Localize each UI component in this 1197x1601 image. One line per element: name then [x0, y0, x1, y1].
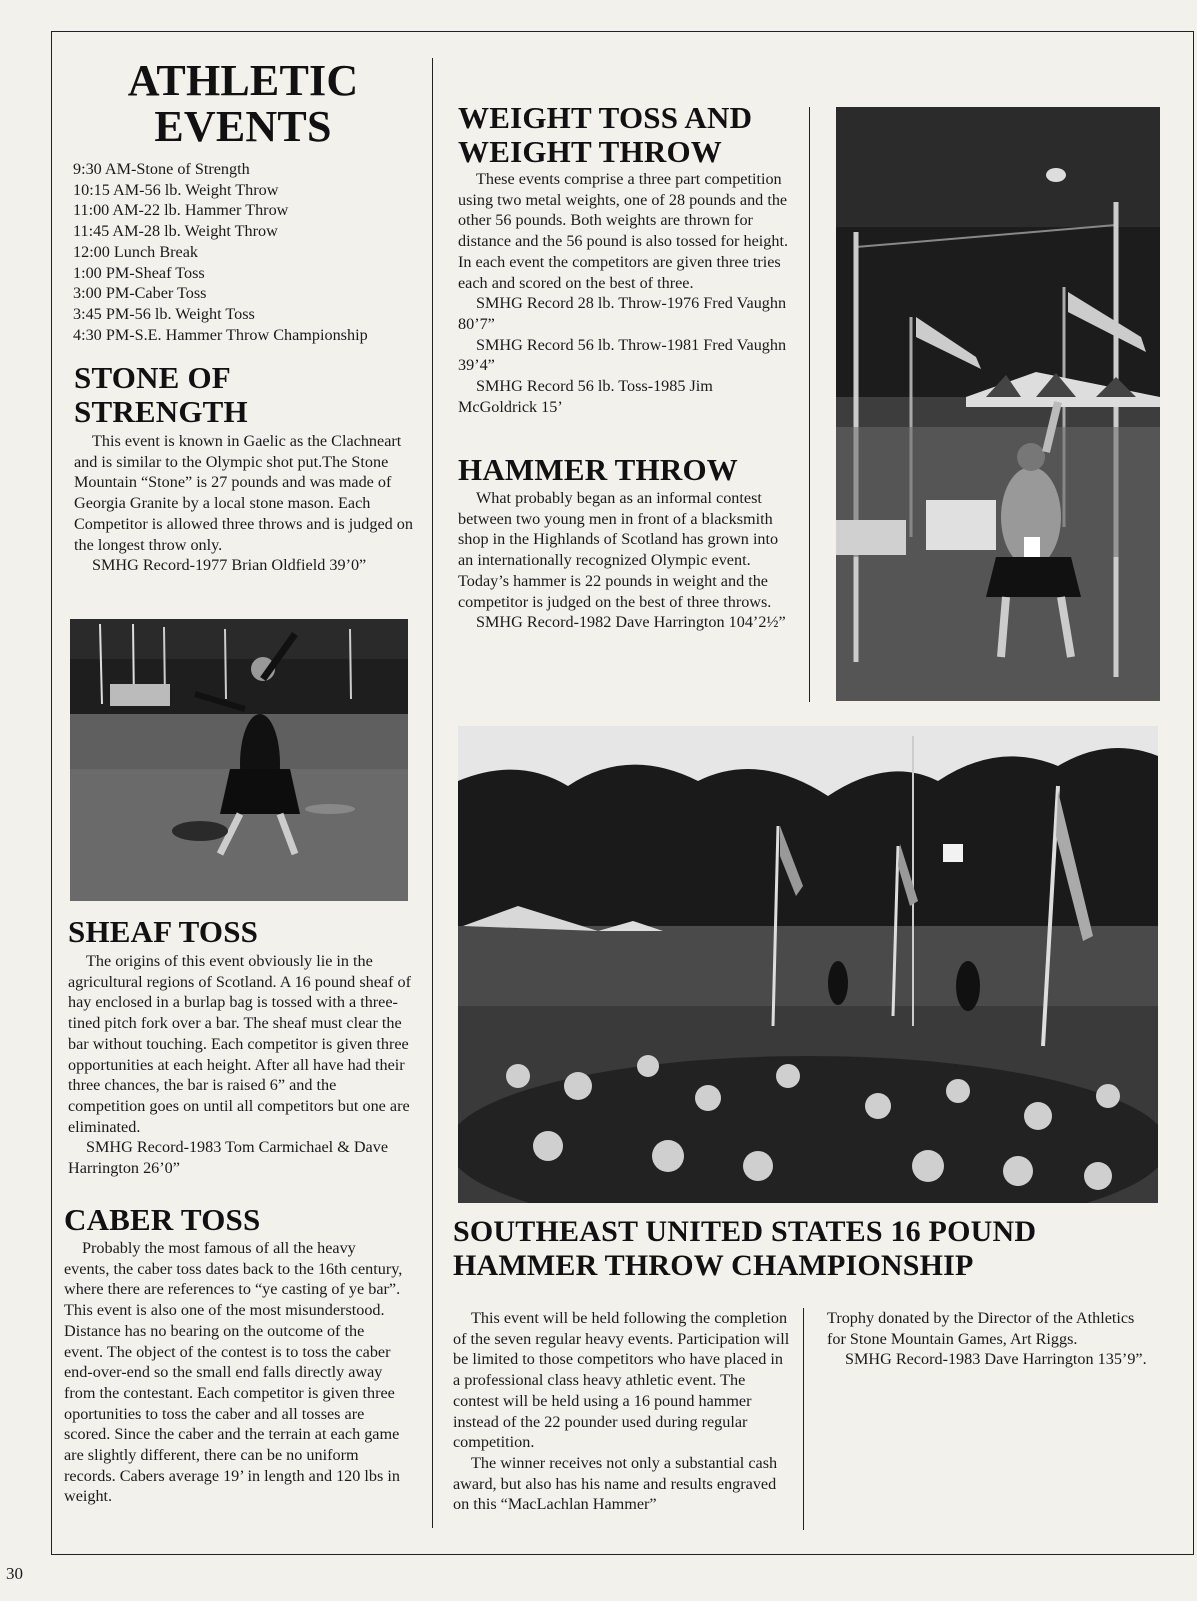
hammer-body: What probably began as an informal contest between two young men in front of a blacksmith shop in the Highlands of Scotland has grown into an internationally recognized Olympic event. Today’s hammer is 22 pounds in weight and the competitor is judged on the best of three throws.	[458, 489, 779, 611]
trophy-note: Trophy donated by the Director of the Athletics for Stone Mountain Games, Art Riggs.	[827, 1309, 1135, 1348]
stone-title	[74, 361, 414, 429]
hammer-thrower-photo	[70, 619, 408, 901]
weight-record: SMHG Record 28 lb. Throw-1976 Fred Vaughn 80’7”	[458, 294, 787, 333]
schedule-item: 10:15 AM-56 lb. Weight Throw	[73, 180, 279, 199]
page-number: 30	[6, 1564, 23, 1583]
caber-body: Probably the most famous of all the heavy events, the caber toss dates back to the 16th century, where there are references to “ye casting of ye bar”. This event is also one of the most misunderstood. Distance has no bearing on the outcome of the event. The object of the contest is to toss the caber end-over-end so the small end falls directly away from the contestant. Each competitor is given three oportunities to toss the caber and all tosses are scored. Since the caber and the terrain at each game are slightly different, there can be no uniform records. Cabers average 19’ in length and 120 lbs in weight.	[64, 1239, 403, 1506]
column-divider-upper-right	[809, 107, 810, 702]
athletic-events-title-line2: EVENTS	[154, 102, 332, 151]
sheaf-body: The origins of this event obviously lie in the agricultural regions of Scotland. A 16 pound sheaf of hay enclosed in a burlap bag is tossed with a three-tined pitch fork over a bar. The sheaf must clear the bar without touching. Each competitor is given three opportunities at each height. After all have had their three chances, the bar is raised 6” and the competition goes on until all competitors but one are eliminated.	[68, 952, 412, 1136]
games-field-illustration	[458, 726, 1158, 1203]
schedule-item: 11:00 AM-22 lb. Hammer Throw	[73, 201, 289, 220]
stone-body: This event is known in Gaelic as the Clachneart and is similar to the Olympic shot put.The Stone Mountain “Stone” is 27 pounds and was made of Georgia Granite by a local stone mason. Each Competitor is allowed three throws and is judged on the longest throw only.	[74, 432, 413, 554]
weight-toss-photo	[836, 107, 1160, 701]
event-schedule	[73, 159, 413, 345]
weight-title-line2: WEIGHT THROW	[458, 134, 722, 169]
athletic-events-title	[73, 58, 413, 150]
column-divider-left	[432, 58, 433, 1528]
weight-title-line1: WEIGHT TOSS AND	[458, 100, 753, 135]
schedule-item: 11:45 AM-28 lb. Weight Throw	[73, 222, 278, 241]
schedule-item: 12:00 Lunch Break	[73, 242, 198, 261]
southeast-title-line2: HAMMER THROW CHAMPIONSHIP	[453, 1249, 974, 1282]
schedule-item: 3:00 PM-Caber Toss	[73, 284, 207, 303]
schedule-item: 9:30 AM-Stone of Strength	[73, 160, 250, 178]
schedule-item: 3:45 PM-56 lb. Weight Toss	[73, 304, 255, 323]
southeast-record: SMHG Record-1983 Dave Harrington 135’9”.	[845, 1350, 1147, 1369]
hammer-record: SMHG Record-1982 Dave Harrington 104’2½”	[476, 613, 786, 632]
weight-title	[458, 101, 796, 169]
weight-toss-illustration	[836, 107, 1160, 701]
hammer-throw-section	[458, 453, 796, 633]
weight-section	[458, 101, 796, 417]
athletic-events-section	[73, 58, 413, 345]
southeast-title-line1: SOUTHEAST UNITED STATES 16 POUND	[453, 1215, 1037, 1248]
hammer-title: HAMMER THROW	[458, 452, 738, 487]
stone-title-line2: STRENGTH	[74, 394, 248, 429]
southeast-body: This event will be held following the completion of the seven regular heavy events. Participation will be limited to those competitors who have placed in a professional class heavy athletic event. The contest will be held using a 16 pound hammer instead of the 22 pounder used during regular competition.	[453, 1309, 790, 1452]
stone-of-strength-section	[74, 361, 414, 576]
games-field-crowd-photo	[458, 726, 1158, 1203]
sheaf-record: SMHG Record-1983 Tom Carmichael & Dave Harrington 26’0”	[68, 1138, 389, 1178]
weight-record: SMHG Record 56 lb. Toss-1985 Jim McGoldrick 15’	[458, 377, 713, 416]
southeast-column-2	[827, 1308, 1157, 1370]
stone-title-line1: STONE OF	[74, 360, 231, 395]
column-divider-lower-right	[803, 1308, 804, 1530]
southeast-championship-section	[453, 1215, 1163, 1283]
sheaf-toss-section	[68, 915, 414, 1179]
southeast-column-1	[453, 1308, 790, 1515]
caber-toss-section	[64, 1203, 404, 1507]
stone-record: SMHG Record-1977 Brian Oldfield 39’0”	[92, 556, 367, 575]
southeast-body-cont: The winner receives not only a substantial cash award, but also has his name and results engraved on this “MacLachlan Hammer”	[453, 1453, 778, 1514]
weight-body: These events comprise a three part competition using two metal weights, one of 28 pounds and the other 56 pounds. Both weights are thrown for distance and the 56 pound is also tossed for height. In each event the competitors are given three tries each and scored on the best of three.	[458, 170, 788, 292]
sheaf-title: SHEAF TOSS	[68, 914, 259, 949]
schedule-item: 1:00 PM-Sheaf Toss	[73, 263, 205, 282]
caber-title: CABER TOSS	[64, 1202, 261, 1237]
schedule-item: 4:30 PM-S.E. Hammer Throw Championship	[73, 325, 368, 344]
athletic-events-title-line1: ATHLETIC	[127, 56, 359, 105]
hammer-thrower-illustration	[70, 619, 408, 901]
weight-record: SMHG Record 56 lb. Throw-1981 Fred Vaughn 39’4”	[458, 335, 787, 375]
southeast-title	[453, 1215, 1163, 1283]
